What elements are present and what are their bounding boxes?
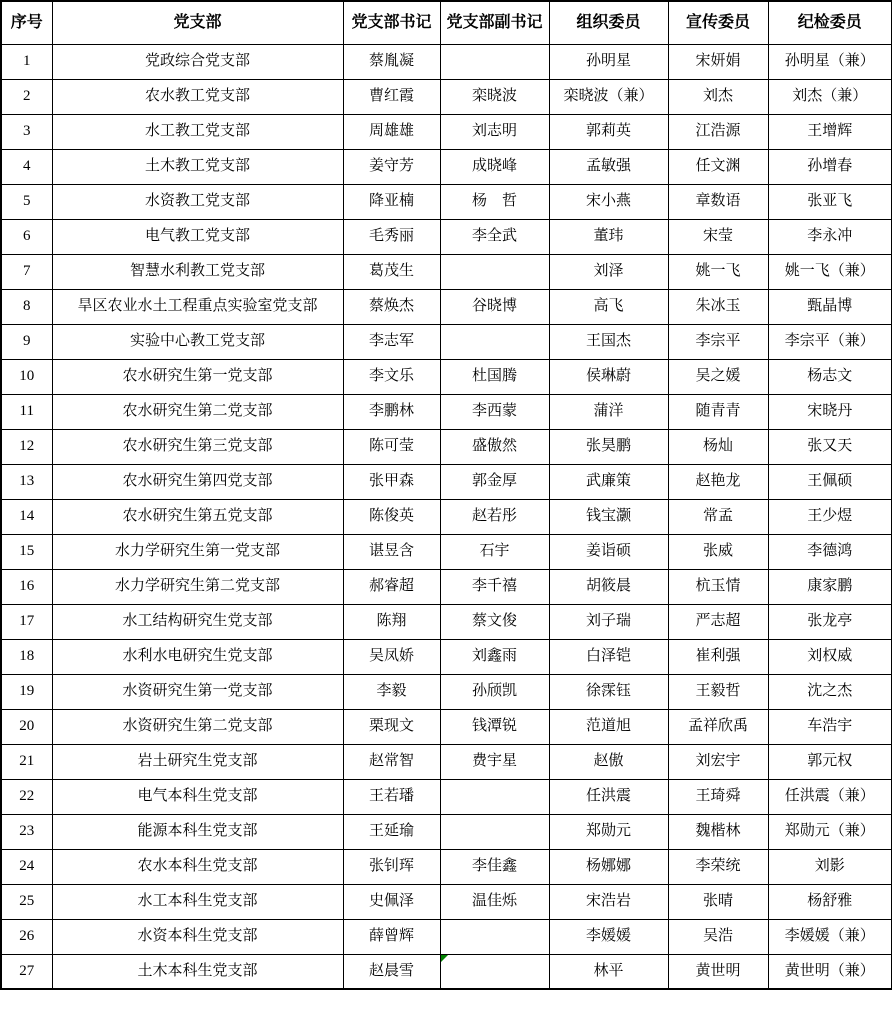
cell-no: 18 (1, 639, 52, 674)
cell-secretary: 姜守芳 (343, 149, 440, 184)
column-header-branch: 党支部 (52, 1, 343, 44)
cell-deputy-secretary (440, 779, 549, 814)
cell-deputy-secretary: 李全武 (440, 219, 549, 254)
cell-org-member: 钱宝灏 (549, 499, 668, 534)
cell-no: 4 (1, 149, 52, 184)
cell-branch: 水力学研究生第一党支部 (52, 534, 343, 569)
table-row (1, 849, 892, 884)
cell-secretary: 蔡胤凝 (343, 44, 440, 79)
cell-publicity-member: 黄世明 (668, 954, 768, 989)
cell-deputy-secretary (440, 44, 549, 79)
table-row (1, 324, 892, 359)
cell-secretary: 郝睿超 (343, 569, 440, 604)
table-row (1, 254, 892, 289)
cell-discipline-member: 杨舒雅 (768, 884, 892, 919)
cell-org-member: 宋小燕 (549, 184, 668, 219)
cell-no: 6 (1, 219, 52, 254)
cell-publicity-member: 李宗平 (668, 324, 768, 359)
cell-org-member: 郑勋元 (549, 814, 668, 849)
table-row (1, 569, 892, 604)
cell-org-member: 董玮 (549, 219, 668, 254)
cell-no: 19 (1, 674, 52, 709)
cell-deputy-secretary: 刘志明 (440, 114, 549, 149)
cell-deputy-secretary (440, 324, 549, 359)
cell-deputy-secretary: 刘鑫雨 (440, 639, 549, 674)
table-row (1, 919, 892, 954)
column-header-publicity-member: 宣传委员 (668, 1, 768, 44)
cell-secretary: 李鹏林 (343, 394, 440, 429)
cell-branch: 电气教工党支部 (52, 219, 343, 254)
cell-org-member: 郭莉英 (549, 114, 668, 149)
table-row (1, 499, 892, 534)
table-row (1, 114, 892, 149)
cell-secretary: 毛秀丽 (343, 219, 440, 254)
column-header-secretary: 党支部书记 (343, 1, 440, 44)
cell-org-member: 张昊鹏 (549, 429, 668, 464)
cell-secretary: 吴凤娇 (343, 639, 440, 674)
cell-discipline-member: 刘杰（兼） (768, 79, 892, 114)
cell-secretary: 降亚楠 (343, 184, 440, 219)
cell-branch: 水工教工党支部 (52, 114, 343, 149)
cell-secretary: 薛曾辉 (343, 919, 440, 954)
table-row (1, 289, 892, 324)
cell-branch: 党政综合党支部 (52, 44, 343, 79)
cell-deputy-secretary: 石宇 (440, 534, 549, 569)
cell-secretary: 蔡焕杰 (343, 289, 440, 324)
cell-discipline-member: 刘影 (768, 849, 892, 884)
table-header-row (1, 1, 892, 44)
cell-discipline-member: 王少煜 (768, 499, 892, 534)
cell-org-member: 孟敏强 (549, 149, 668, 184)
cell-publicity-member: 吴浩 (668, 919, 768, 954)
cell-org-member: 王国杰 (549, 324, 668, 359)
cell-discipline-member: 姚一飞（兼） (768, 254, 892, 289)
cell-org-member: 胡筱晨 (549, 569, 668, 604)
cell-publicity-member: 杭玉情 (668, 569, 768, 604)
cell-org-member: 范道旭 (549, 709, 668, 744)
cell-branch: 农水研究生第二党支部 (52, 394, 343, 429)
cell-deputy-secretary: 钱潭锐 (440, 709, 549, 744)
cell-publicity-member: 江浩源 (668, 114, 768, 149)
cell-branch: 水资本科生党支部 (52, 919, 343, 954)
cell-discipline-member: 李宗平（兼） (768, 324, 892, 359)
cell-discipline-member: 康家鹏 (768, 569, 892, 604)
cell-no: 5 (1, 184, 52, 219)
cell-secretary: 张甲森 (343, 464, 440, 499)
cell-publicity-member: 孟祥欣禹 (668, 709, 768, 744)
cell-publicity-member: 魏楷林 (668, 814, 768, 849)
cell-discipline-member: 李媛媛（兼） (768, 919, 892, 954)
cell-no: 21 (1, 744, 52, 779)
cell-secretary: 陈翔 (343, 604, 440, 639)
table-row (1, 359, 892, 394)
cell-no: 11 (1, 394, 52, 429)
cell-org-member: 白泽铠 (549, 639, 668, 674)
cell-deputy-secretary: 温佳烁 (440, 884, 549, 919)
table-body (1, 44, 892, 989)
cell-discipline-member: 刘权威 (768, 639, 892, 674)
cell-no: 9 (1, 324, 52, 359)
cell-discipline-member: 郭元权 (768, 744, 892, 779)
cell-org-member: 赵傲 (549, 744, 668, 779)
cell-branch: 农水研究生第三党支部 (52, 429, 343, 464)
cell-publicity-member: 刘杰 (668, 79, 768, 114)
cell-publicity-member: 随青青 (668, 394, 768, 429)
column-header-deputy-secretary: 党支部副书记 (440, 1, 549, 44)
cell-no: 7 (1, 254, 52, 289)
column-header-discipline-member: 纪检委员 (768, 1, 892, 44)
cell-publicity-member: 张威 (668, 534, 768, 569)
cell-secretary: 栗现文 (343, 709, 440, 744)
cell-no: 23 (1, 814, 52, 849)
cell-discipline-member: 李德鸿 (768, 534, 892, 569)
cell-no: 15 (1, 534, 52, 569)
table-row (1, 884, 892, 919)
cell-org-member: 李媛媛 (549, 919, 668, 954)
cell-no: 14 (1, 499, 52, 534)
cell-no: 3 (1, 114, 52, 149)
cell-branch: 水资研究生第一党支部 (52, 674, 343, 709)
cell-publicity-member: 赵艳龙 (668, 464, 768, 499)
cell-publicity-member: 王琦舜 (668, 779, 768, 814)
cell-deputy-secretary: 李千禧 (440, 569, 549, 604)
cell-deputy-secretary: 孙颀凯 (440, 674, 549, 709)
cell-discipline-member: 杨志文 (768, 359, 892, 394)
cell-branch: 农水研究生第五党支部 (52, 499, 343, 534)
table-row (1, 674, 892, 709)
cell-branch: 水工结构研究生党支部 (52, 604, 343, 639)
cell-deputy-secretary: 成晓峰 (440, 149, 549, 184)
cell-secretary: 史佩泽 (343, 884, 440, 919)
cell-deputy-secretary (440, 919, 549, 954)
cell-branch: 农水研究生第四党支部 (52, 464, 343, 499)
cell-secretary: 李志军 (343, 324, 440, 359)
table-row (1, 534, 892, 569)
table-row (1, 954, 892, 989)
cell-org-member: 孙明星 (549, 44, 668, 79)
cell-deputy-secretary: 栾晓波 (440, 79, 549, 114)
cell-discipline-member: 任洪震（兼） (768, 779, 892, 814)
cell-discipline-member: 宋晓丹 (768, 394, 892, 429)
cell-no: 1 (1, 44, 52, 79)
cell-no: 2 (1, 79, 52, 114)
cell-discipline-member: 沈之杰 (768, 674, 892, 709)
cell-branch: 岩土研究生党支部 (52, 744, 343, 779)
cell-publicity-member: 张晴 (668, 884, 768, 919)
cell-secretary: 曹红霞 (343, 79, 440, 114)
cell-discipline-member: 郑勋元（兼） (768, 814, 892, 849)
cell-branch: 智慧水利教工党支部 (52, 254, 343, 289)
cell-secretary: 李毅 (343, 674, 440, 709)
cell-no: 13 (1, 464, 52, 499)
cell-discipline-member: 车浩宇 (768, 709, 892, 744)
cell-no: 8 (1, 289, 52, 324)
cell-secretary: 陈可莹 (343, 429, 440, 464)
cell-publicity-member: 刘宏宇 (668, 744, 768, 779)
table-row (1, 44, 892, 79)
cell-no: 20 (1, 709, 52, 744)
cell-branch: 农水研究生第一党支部 (52, 359, 343, 394)
cell-deputy-secretary (440, 954, 549, 989)
table-row (1, 709, 892, 744)
cell-deputy-secretary (440, 814, 549, 849)
cell-deputy-secretary: 杨 哲 (440, 184, 549, 219)
cell-discipline-member: 李永冲 (768, 219, 892, 254)
cell-discipline-member: 王佩硕 (768, 464, 892, 499)
cell-branch: 水力学研究生第二党支部 (52, 569, 343, 604)
cell-deputy-secretary (440, 254, 549, 289)
table-row (1, 464, 892, 499)
cell-org-member: 林平 (549, 954, 668, 989)
cell-publicity-member: 宋妍娟 (668, 44, 768, 79)
cell-no: 22 (1, 779, 52, 814)
cell-org-member: 栾晓波（兼） (549, 79, 668, 114)
cell-discipline-member: 张亚飞 (768, 184, 892, 219)
cell-error-marker (441, 955, 448, 962)
table-row (1, 149, 892, 184)
cell-deputy-secretary: 赵若彤 (440, 499, 549, 534)
cell-secretary: 谌昱含 (343, 534, 440, 569)
cell-no: 26 (1, 919, 52, 954)
table-row (1, 744, 892, 779)
cell-publicity-member: 王毅哲 (668, 674, 768, 709)
cell-discipline-member: 甄晶博 (768, 289, 892, 324)
cell-branch: 实验中心教工党支部 (52, 324, 343, 359)
cell-org-member: 任洪震 (549, 779, 668, 814)
cell-publicity-member: 李荣统 (668, 849, 768, 884)
cell-secretary: 张钊珲 (343, 849, 440, 884)
cell-discipline-member: 孙明星（兼） (768, 44, 892, 79)
cell-branch: 土木本科生党支部 (52, 954, 343, 989)
cell-deputy-secretary: 李西蒙 (440, 394, 549, 429)
cell-publicity-member: 朱冰玉 (668, 289, 768, 324)
cell-branch: 水资研究生第二党支部 (52, 709, 343, 744)
column-header-no: 序号 (1, 1, 52, 44)
cell-publicity-member: 严志超 (668, 604, 768, 639)
cell-secretary: 王若璠 (343, 779, 440, 814)
cell-discipline-member: 王增辉 (768, 114, 892, 149)
table-row (1, 184, 892, 219)
cell-org-member: 蒲洋 (549, 394, 668, 429)
table-row (1, 394, 892, 429)
table-row (1, 604, 892, 639)
cell-branch: 能源本科生党支部 (52, 814, 343, 849)
cell-branch: 农水本科生党支部 (52, 849, 343, 884)
table-row (1, 219, 892, 254)
cell-secretary: 赵晨雪 (343, 954, 440, 989)
cell-deputy-secretary: 谷晓博 (440, 289, 549, 324)
cell-discipline-member: 黄世明（兼） (768, 954, 892, 989)
cell-publicity-member: 常孟 (668, 499, 768, 534)
cell-publicity-member: 宋莹 (668, 219, 768, 254)
cell-no: 25 (1, 884, 52, 919)
cell-org-member: 侯琳蔚 (549, 359, 668, 394)
cell-secretary: 王延瑜 (343, 814, 440, 849)
cell-no: 27 (1, 954, 52, 989)
cell-publicity-member: 姚一飞 (668, 254, 768, 289)
table-row (1, 779, 892, 814)
cell-secretary: 陈俊英 (343, 499, 440, 534)
cell-discipline-member: 张又天 (768, 429, 892, 464)
table-row (1, 429, 892, 464)
cell-org-member: 宋浩岩 (549, 884, 668, 919)
table-row (1, 79, 892, 114)
cell-deputy-secretary: 杜国腾 (440, 359, 549, 394)
cell-org-member: 高飞 (549, 289, 668, 324)
cell-secretary: 葛茂生 (343, 254, 440, 289)
cell-branch: 农水教工党支部 (52, 79, 343, 114)
cell-branch: 水工本科生党支部 (52, 884, 343, 919)
cell-deputy-secretary: 郭金厚 (440, 464, 549, 499)
cell-discipline-member: 孙增春 (768, 149, 892, 184)
cell-deputy-secretary: 盛傲然 (440, 429, 549, 464)
cell-org-member: 刘子瑞 (549, 604, 668, 639)
cell-branch: 水资教工党支部 (52, 184, 343, 219)
cell-secretary: 周雄雄 (343, 114, 440, 149)
cell-publicity-member: 任文渊 (668, 149, 768, 184)
cell-deputy-secretary: 蔡文俊 (440, 604, 549, 639)
table-row (1, 639, 892, 674)
cell-org-member: 武廉策 (549, 464, 668, 499)
column-header-org-member: 组织委员 (549, 1, 668, 44)
table-row (1, 814, 892, 849)
cell-branch: 土木教工党支部 (52, 149, 343, 184)
cell-org-member: 杨娜娜 (549, 849, 668, 884)
cell-no: 12 (1, 429, 52, 464)
cell-branch: 水利水电研究生党支部 (52, 639, 343, 674)
cell-org-member: 姜诣硕 (549, 534, 668, 569)
cell-branch: 电气本科生党支部 (52, 779, 343, 814)
cell-publicity-member: 章数语 (668, 184, 768, 219)
cell-discipline-member: 张龙亭 (768, 604, 892, 639)
cell-publicity-member: 杨灿 (668, 429, 768, 464)
cell-org-member: 刘泽 (549, 254, 668, 289)
cell-org-member: 徐霂钰 (549, 674, 668, 709)
cell-branch: 旱区农业水土工程重点实验室党支部 (52, 289, 343, 324)
cell-no: 24 (1, 849, 52, 884)
cell-publicity-member: 崔利强 (668, 639, 768, 674)
cell-no: 10 (1, 359, 52, 394)
cell-publicity-member: 吴之媛 (668, 359, 768, 394)
cell-secretary: 赵常智 (343, 744, 440, 779)
cell-no: 16 (1, 569, 52, 604)
cell-secretary: 李文乐 (343, 359, 440, 394)
cell-no: 17 (1, 604, 52, 639)
cell-deputy-secretary: 费宇星 (440, 744, 549, 779)
cell-deputy-secretary: 李佳鑫 (440, 849, 549, 884)
